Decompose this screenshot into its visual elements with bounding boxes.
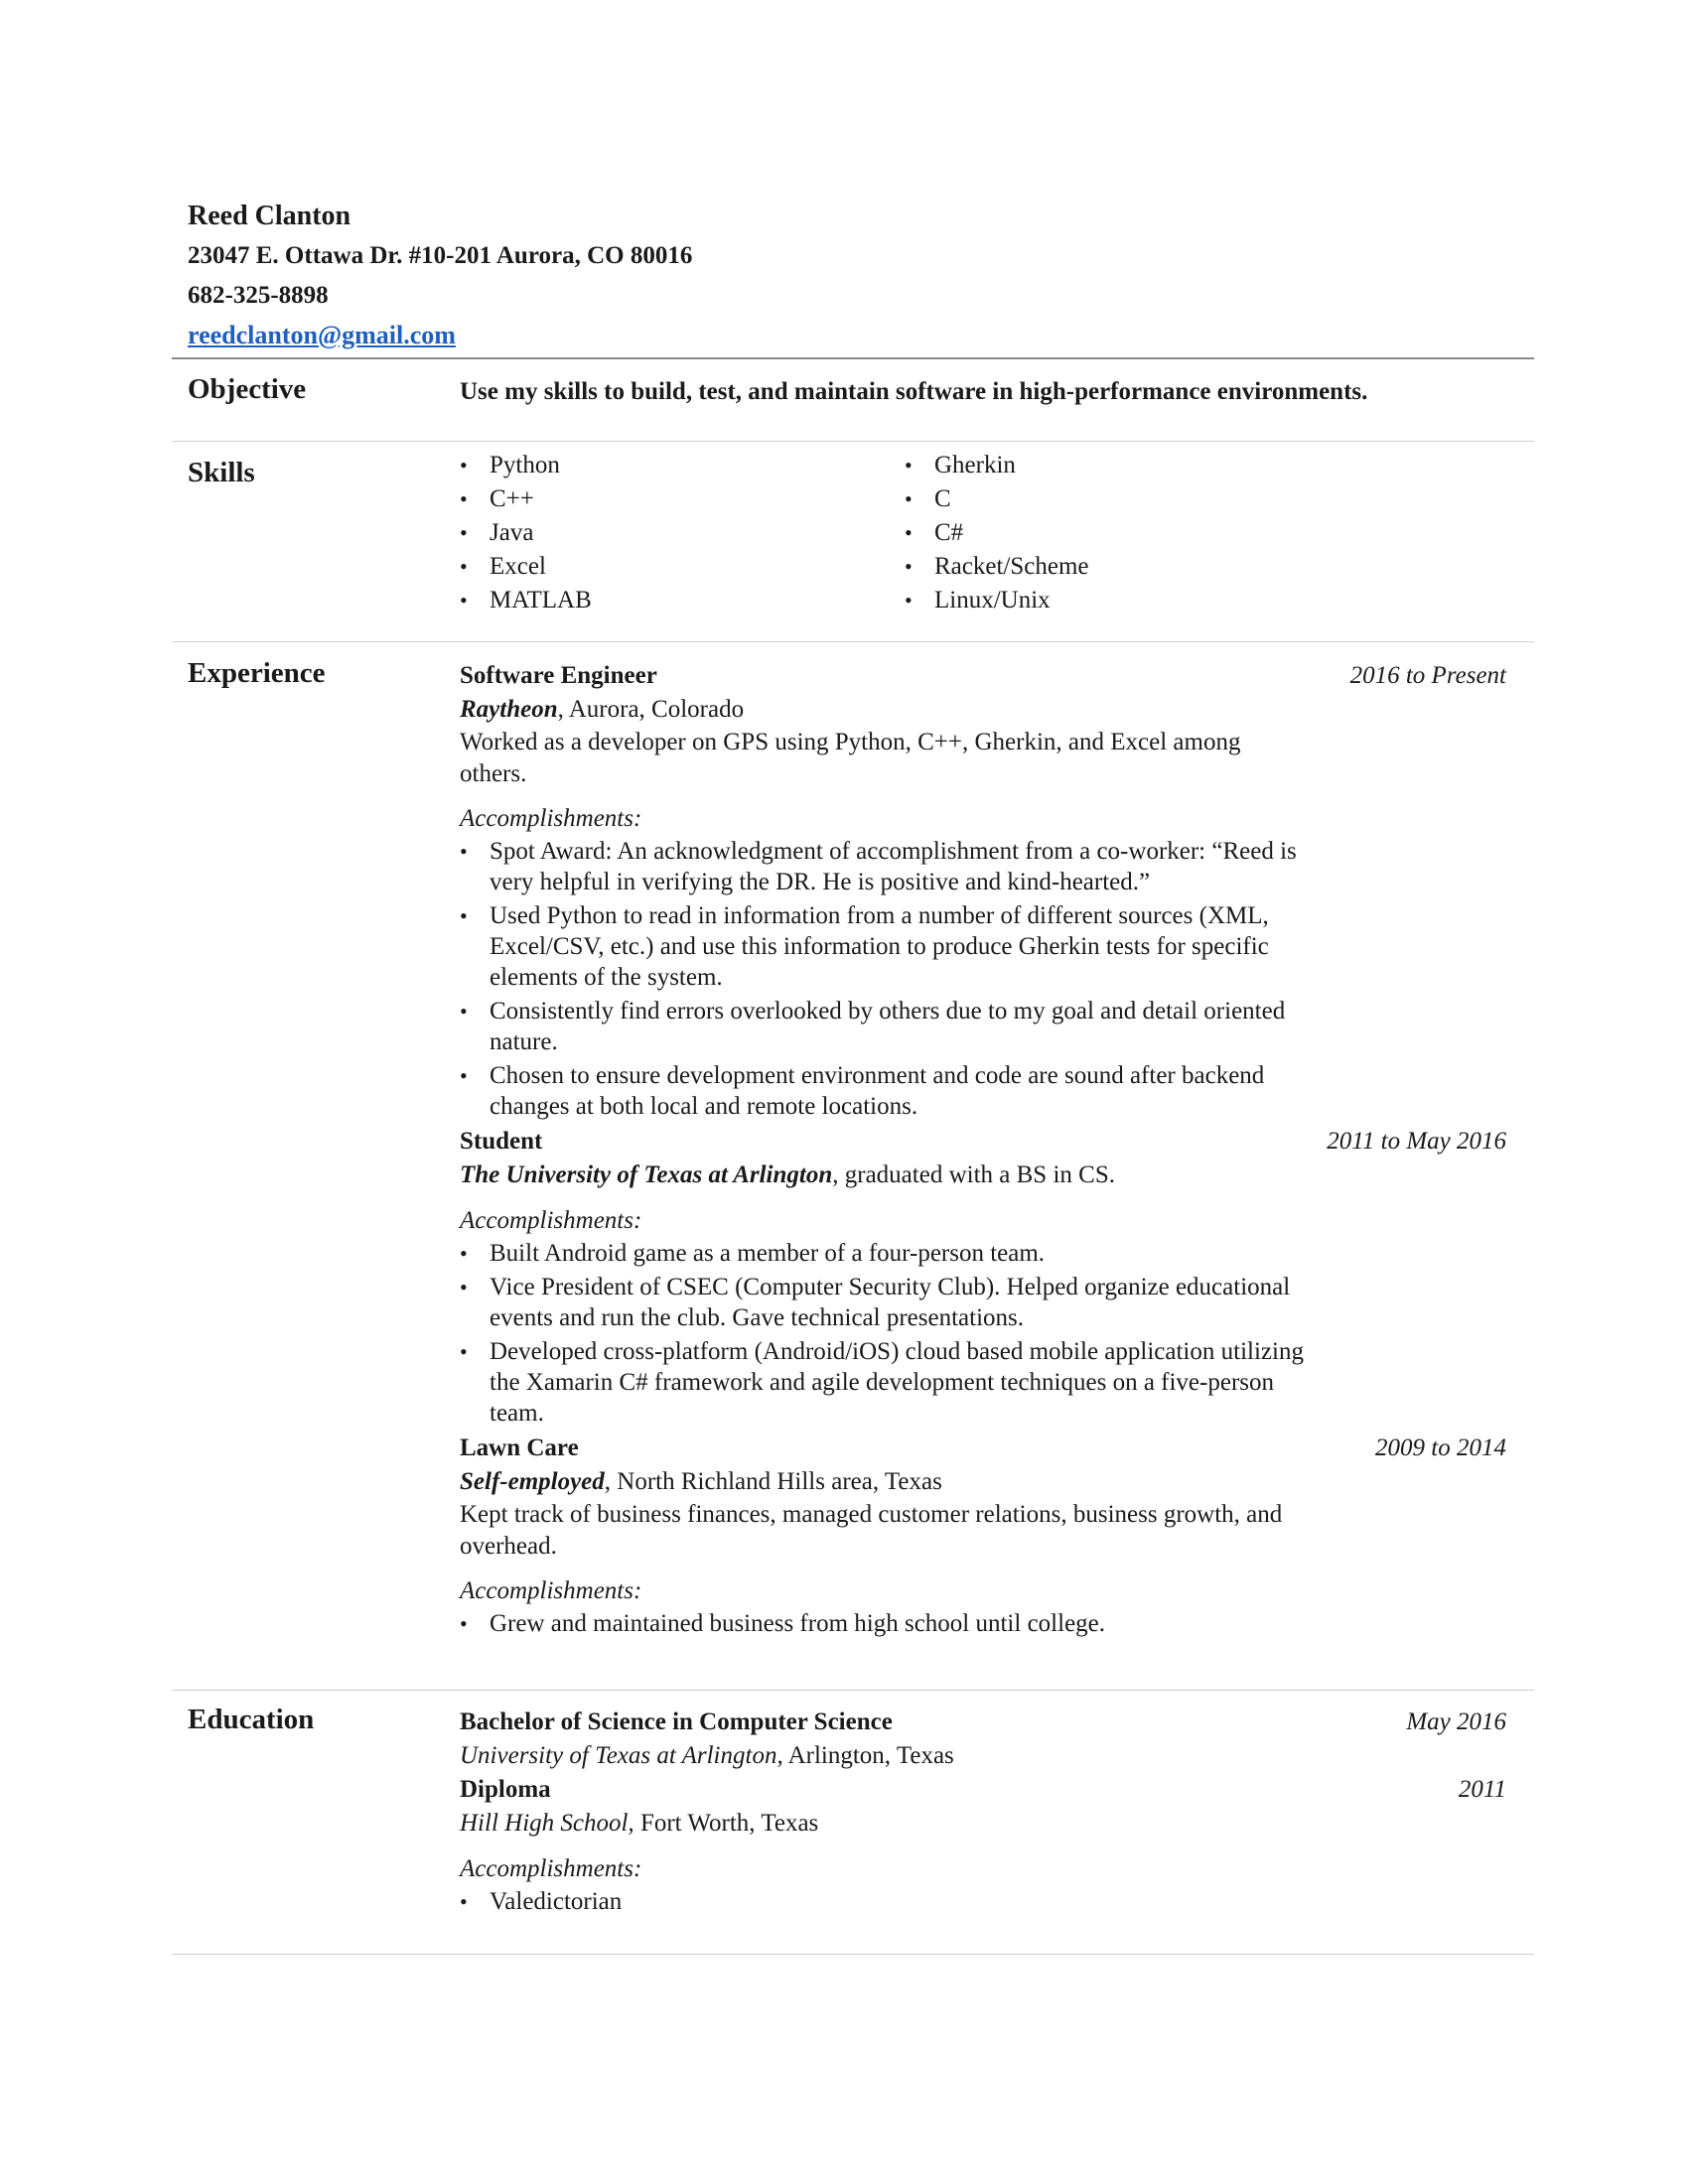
employer-name: Raytheon — [460, 696, 558, 723]
bullet-icon: • — [460, 453, 468, 478]
bullet-icon: • — [460, 839, 468, 864]
bullet-icon: • — [905, 520, 913, 545]
list-item: • Spot Award: An acknowledgment of accomplishment from a co-worker: “Reed is very helpful in verifying the DR. He is positive and kind-hearted.” — [460, 838, 1297, 895]
job-description: Worked as a developer on GPS using Python, C++, Gherkin, and Excel among others. — [460, 729, 1241, 787]
skill-item: • C# — [905, 516, 1349, 550]
degree-date: 2011 — [1458, 1776, 1506, 1803]
employer-name: The University of Texas at Arlington — [460, 1161, 833, 1188]
job-entry — [460, 1432, 1522, 1639]
skill-item: • C — [905, 482, 1349, 516]
skill-item: • Racket/Scheme — [905, 550, 1349, 584]
bullet-icon: • — [905, 588, 913, 613]
list-item: • Consistently find errors overlooked by others due to my goal and detail oriented nature. — [460, 998, 1286, 1055]
bullet-icon: • — [460, 1611, 468, 1636]
job-date: 2016 to Present — [1349, 662, 1506, 689]
list-item: • Developed cross-platform (Android/iOS) cloud based mobile application utilizing the Xamarin C# framework and agile development techniques on a five-person team. — [460, 1338, 1304, 1427]
job-org: Raytheon, Aurora, Colorado — [460, 696, 745, 723]
email-link[interactable]: reedclanton@gmail.com — [188, 321, 456, 349]
accomplishments-label: Accomplishments: — [460, 1207, 642, 1234]
job-title: Student — [460, 1128, 543, 1155]
section-label-education: Education — [188, 1704, 315, 1735]
bullet-icon: • — [460, 1339, 468, 1364]
skill-item: • MATLAB — [460, 584, 905, 617]
skill-item: • Excel — [460, 550, 905, 584]
accomplishments-label: Accomplishments: — [460, 1577, 642, 1604]
list-item: • Chosen to ensure development environment and code are sound after backend changes at both local and remote locations. — [460, 1062, 1265, 1120]
bullet-icon: • — [460, 903, 468, 928]
list-item: • Vice President of CSEC (Computer Security Club). Helped organize educational events and run the club. Gave technical presentations. — [460, 1274, 1291, 1331]
skill-item: • Linux/Unix — [905, 584, 1349, 617]
skills-column-1 — [460, 449, 905, 617]
section-divider — [172, 1690, 1534, 1691]
bullet-icon: • — [460, 1063, 468, 1088]
bullet-icon: • — [905, 554, 913, 579]
institution: University of Texas at Arlington, Arlington, Texas — [460, 1742, 954, 1769]
bullet-icon: • — [460, 520, 468, 545]
skills-column-2 — [905, 449, 1349, 617]
bullet-icon: • — [460, 554, 468, 579]
accomplishments-label: Accomplishments: — [460, 1855, 642, 1882]
bullet-icon: • — [460, 486, 468, 511]
degree-title: Diploma — [460, 1776, 551, 1803]
skill-item: • Gherkin — [905, 449, 1349, 482]
objective-text: Use my skills to build, test, and maintain software in high-performance environments. — [460, 378, 1368, 405]
accomplishments-label: Accomplishments: — [460, 805, 642, 832]
job-title: Software Engineer — [460, 662, 657, 689]
accomplishments-list — [460, 1608, 1314, 1639]
job-date: 2011 to May 2016 — [1327, 1128, 1506, 1155]
degree-date: May 2016 — [1406, 1708, 1506, 1735]
skills-list — [460, 449, 1522, 617]
contact-header — [188, 197, 692, 355]
job-title: Lawn Care — [460, 1434, 579, 1461]
bullet-icon: • — [460, 1241, 468, 1266]
accomplishments-list — [460, 1238, 1314, 1429]
skill-item: • Python — [460, 449, 905, 482]
employer-name: Self-employed — [460, 1468, 605, 1495]
bullet-icon: • — [905, 486, 913, 511]
accomplishments-list — [460, 836, 1314, 1122]
job-entry — [460, 659, 1522, 1122]
header-divider — [172, 357, 1534, 359]
bullet-icon: • — [460, 1889, 468, 1914]
section-label-skills: Skills — [188, 457, 255, 488]
job-org: Self-employed, North Richland Hills area, Texas — [460, 1468, 942, 1495]
institution: Hill High School, Fort Worth, Texas — [460, 1810, 819, 1837]
section-label-objective: Objective — [188, 373, 307, 405]
bullet-icon: • — [460, 999, 468, 1024]
section-divider — [172, 1954, 1534, 1955]
bullet-icon: • — [460, 1275, 468, 1299]
accomplishments-list — [460, 1886, 1314, 1917]
phone: 682-325-8898 — [188, 282, 329, 309]
list-item: • Built Android game as a member of a four-person team. — [460, 1240, 1046, 1267]
skill-item: • Java — [460, 516, 905, 550]
job-org: The University of Texas at Arlington, graduated with a BS in CS. — [460, 1161, 1115, 1188]
address: 23047 E. Ottawa Dr. #10-201 Aurora, CO 80016 — [188, 242, 693, 269]
candidate-name: Reed Clanton — [188, 201, 352, 231]
list-item: • Grew and maintained business from high school until college. — [460, 1610, 1106, 1637]
list-item: • Used Python to read in information from a number of different sources (XML, Excel/CSV, etc.) and use this information to produce Gherkin tests for specific elements of the system. — [460, 902, 1269, 991]
list-item: • Valedictorian — [460, 1888, 623, 1915]
section-divider — [172, 441, 1534, 442]
bullet-icon: • — [905, 453, 913, 478]
degree-title: Bachelor of Science in Computer Science — [460, 1708, 893, 1735]
skill-item: • C++ — [460, 482, 905, 516]
education-entry — [460, 1773, 1522, 1841]
section-divider — [172, 641, 1534, 642]
section-label-experience: Experience — [188, 657, 326, 689]
job-date: 2009 to 2014 — [1375, 1434, 1506, 1461]
bullet-icon: • — [460, 588, 468, 613]
job-entry — [460, 1125, 1522, 1429]
job-description: Kept track of business finances, managed customer relations, business growth, and overhead. — [460, 1501, 1283, 1560]
education-entry — [460, 1706, 1522, 1773]
